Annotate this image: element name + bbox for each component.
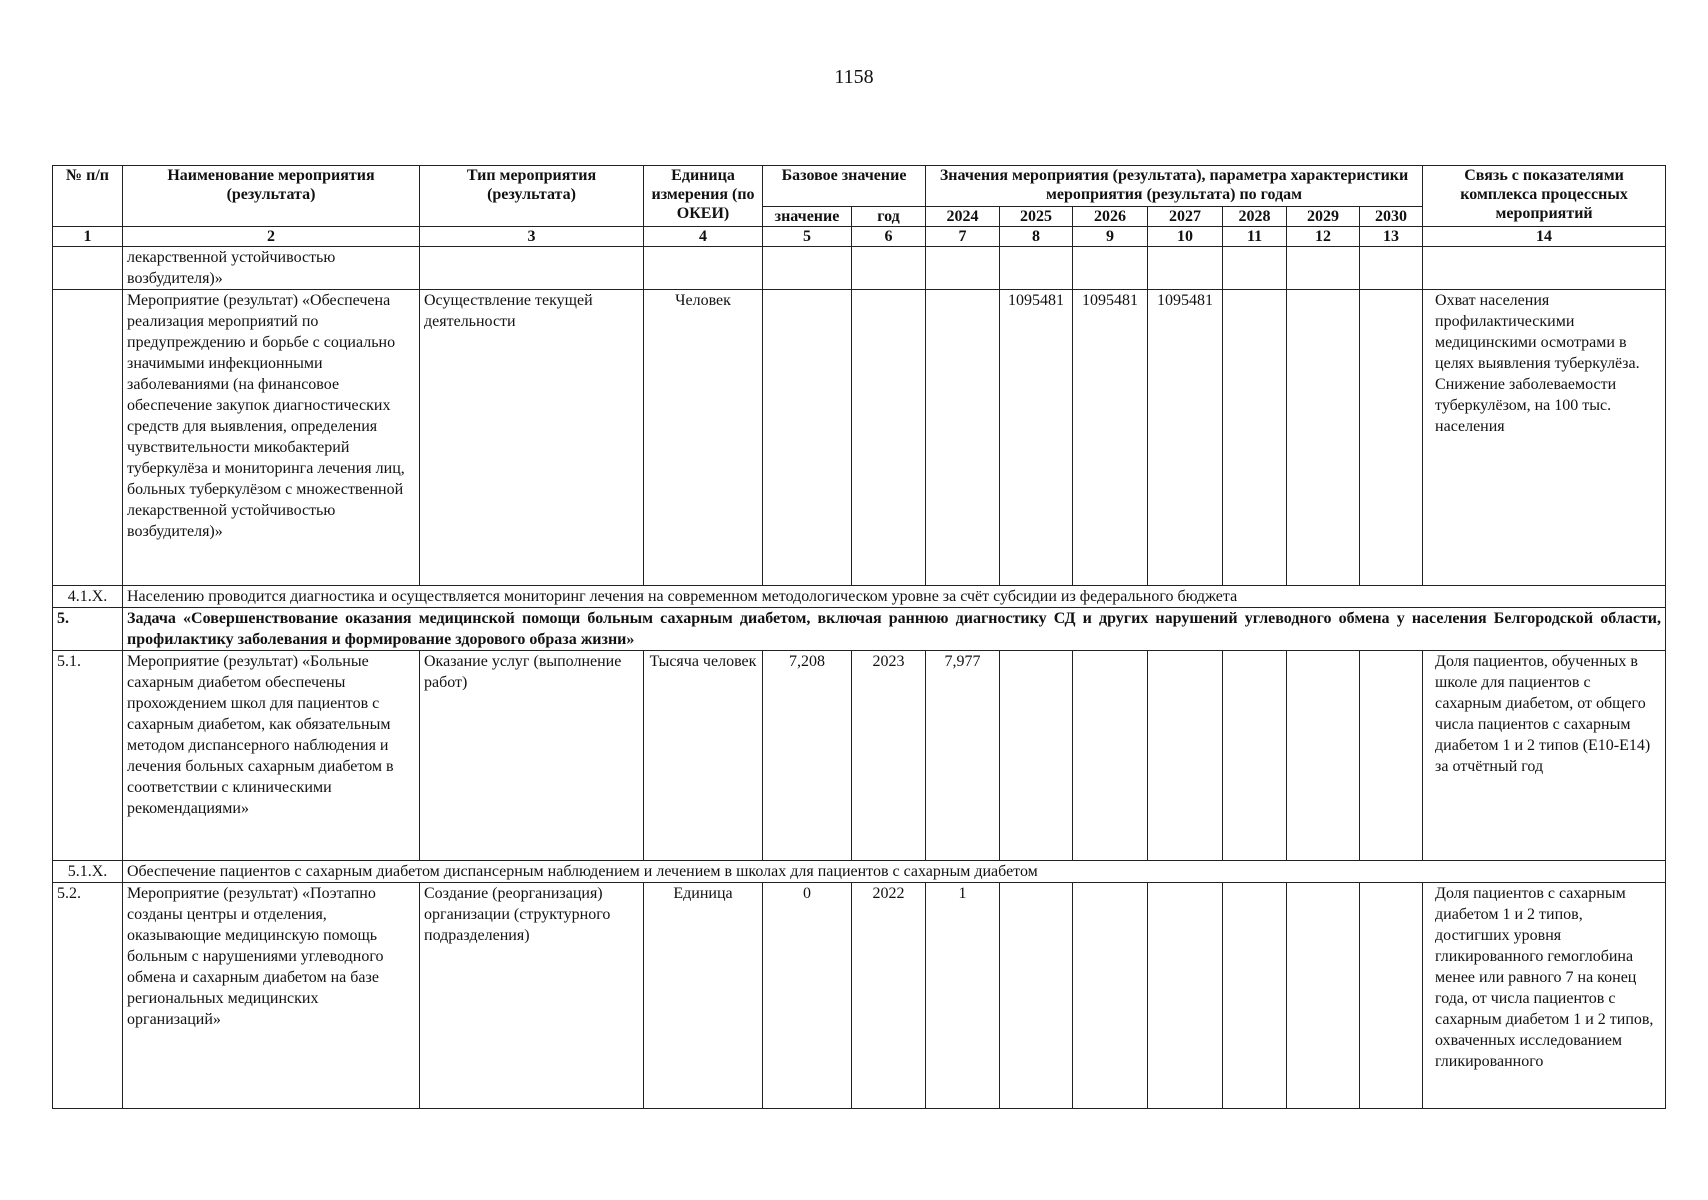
- value-2026: 1095481: [1073, 290, 1148, 586]
- column-numbers-row: [53, 227, 1666, 247]
- indicator-link: Доля пациентов, обученных в школе для пациентов с сахарным диабетом, от общего числа пациентов с сахарным диабетом 1 и 2 типов (Е10-Е14) за отчётный год: [1423, 651, 1666, 861]
- table-row: [53, 883, 1666, 1109]
- column-number: 2: [123, 227, 420, 247]
- table-row: [53, 608, 1666, 651]
- header-year: 2029: [1287, 207, 1360, 227]
- header-year: 2026: [1073, 207, 1148, 227]
- activity-unit: Человек: [644, 290, 763, 586]
- column-number: 8: [1000, 227, 1073, 247]
- header-link: Связь с показателями комплекса процессных мероприятий: [1423, 166, 1666, 227]
- value-2025: 1095481: [1000, 290, 1073, 586]
- activity-name: лекарственной устойчивостью возбудителя)»: [123, 247, 420, 290]
- column-number: 12: [1287, 227, 1360, 247]
- table-row: [53, 651, 1666, 861]
- base-year: 2023: [852, 651, 926, 861]
- activity-name: Мероприятие (результат) «Больные сахарным диабетом обеспечены прохождением школ для пациентов с сахарным диабетом, как обязательным методом диспансерного наблюдения и лечения больных сахарным диабетом в соответствии с клиническими рекомендациями»: [123, 651, 420, 861]
- column-number: 10: [1148, 227, 1223, 247]
- activity-type: Создание (реорганизация) организации (структурного подразделения): [420, 883, 644, 1109]
- row-number: 5.1.: [53, 651, 123, 861]
- table-row: [53, 290, 1666, 586]
- column-number: 9: [1073, 227, 1148, 247]
- column-number: 3: [420, 227, 644, 247]
- activity-name: Мероприятие (результат) «Поэтапно созданы центры и отделения, оказывающие медицинскую помощь больным с нарушениями углеводного обмена и сахарным диабетом на базе региональных медицинских организаций»: [123, 883, 420, 1109]
- header-year: 2025: [1000, 207, 1073, 227]
- header-unit: Единица измерения (по ОКЕИ): [644, 166, 763, 227]
- activity-type: Оказание услуг (выполнение работ): [420, 651, 644, 861]
- row-number: 5.2.: [53, 883, 123, 1109]
- header-no: № п/п: [53, 166, 123, 227]
- column-number: 5: [763, 227, 852, 247]
- table-row: [53, 586, 1666, 608]
- column-number: 6: [852, 227, 926, 247]
- value-2024: 7,977: [926, 651, 1000, 861]
- activity-name: Мероприятие (результат) «Обеспечена реализация мероприятий по предупреждению и борьбе с социально значимыми инфекционными заболеваниями (на финансовое обеспечение закупок диагностических средств для выявления, определения чувствительности микобактерий туберкулёза и мониторинга лечения лиц, больных туберкулёзом с множественной лекарственной устойчивостью возбудителя)»: [123, 290, 420, 586]
- header-year: 2024: [926, 207, 1000, 227]
- activity-unit: Тысяча человек: [644, 651, 763, 861]
- header-year: 2028: [1223, 207, 1287, 227]
- column-number: 14: [1423, 227, 1666, 247]
- section-note: Обеспечение пациентов с сахарным диабетом диспансерным наблюдением и лечением в школах для пациентов с сахарным диабетом: [123, 861, 1666, 883]
- header-year: 2027: [1148, 207, 1223, 227]
- activities-table: [52, 165, 1666, 1109]
- indicator-link: Доля пациентов с сахарным диабетом 1 и 2 типов, достигших уровня гликированного гемоглобина менее или равного 7 на конец года, от числа пациентов с сахарным диабетом 1 и 2 типов, охваченных исследованием гликированного: [1423, 883, 1666, 1109]
- header-year: 2030: [1360, 207, 1423, 227]
- header-type: Тип мероприятия (результата): [420, 166, 644, 227]
- column-number: 13: [1360, 227, 1423, 247]
- base-year: 2022: [852, 883, 926, 1109]
- task-title: Задача «Совершенствование оказания медицинской помощи больным сахарным диабетом, включая раннюю диагностику СД и других нарушений углеводного обмена у населения Белгородской области, профилактику заболевания и формирование здорового образа жизни»: [123, 608, 1666, 651]
- column-number: 1: [53, 227, 123, 247]
- base-value: 7,208: [763, 651, 852, 861]
- page-number: 1158: [834, 66, 874, 88]
- column-number: 4: [644, 227, 763, 247]
- column-number: 11: [1223, 227, 1287, 247]
- row-number: 4.1.Х.: [53, 586, 123, 608]
- base-value: 0: [763, 883, 852, 1109]
- section-note: Населению проводится диагностика и осуществляется мониторинг лечения на современном методологическом уровне за счёт субсидии из федерального бюджета: [123, 586, 1666, 608]
- value-2024: 1: [926, 883, 1000, 1109]
- header-base-value: значение: [763, 207, 852, 227]
- indicator-link: Охват населения профилактическими медицинскими осмотрами в целях выявления туберкулёза. Снижение заболеваемости туберкулёзом, на 100 тыс. населения: [1423, 290, 1666, 586]
- table-row: [53, 247, 1666, 290]
- activity-unit: Единица: [644, 883, 763, 1109]
- value-2027: 1095481: [1148, 290, 1223, 586]
- header-base: Базовое значение: [763, 166, 926, 207]
- column-number: 7: [926, 227, 1000, 247]
- header-name: Наименование мероприятия (результата): [123, 166, 420, 227]
- header-values: Значения мероприятия (результата), параметра характеристики мероприятия (результата) по годам: [926, 166, 1423, 207]
- row-number: 5.: [53, 608, 123, 651]
- row-number: 5.1.Х.: [53, 861, 123, 883]
- table-row: [53, 861, 1666, 883]
- activity-type: Осуществление текущей деятельности: [420, 290, 644, 586]
- header-base-year: год: [852, 207, 926, 227]
